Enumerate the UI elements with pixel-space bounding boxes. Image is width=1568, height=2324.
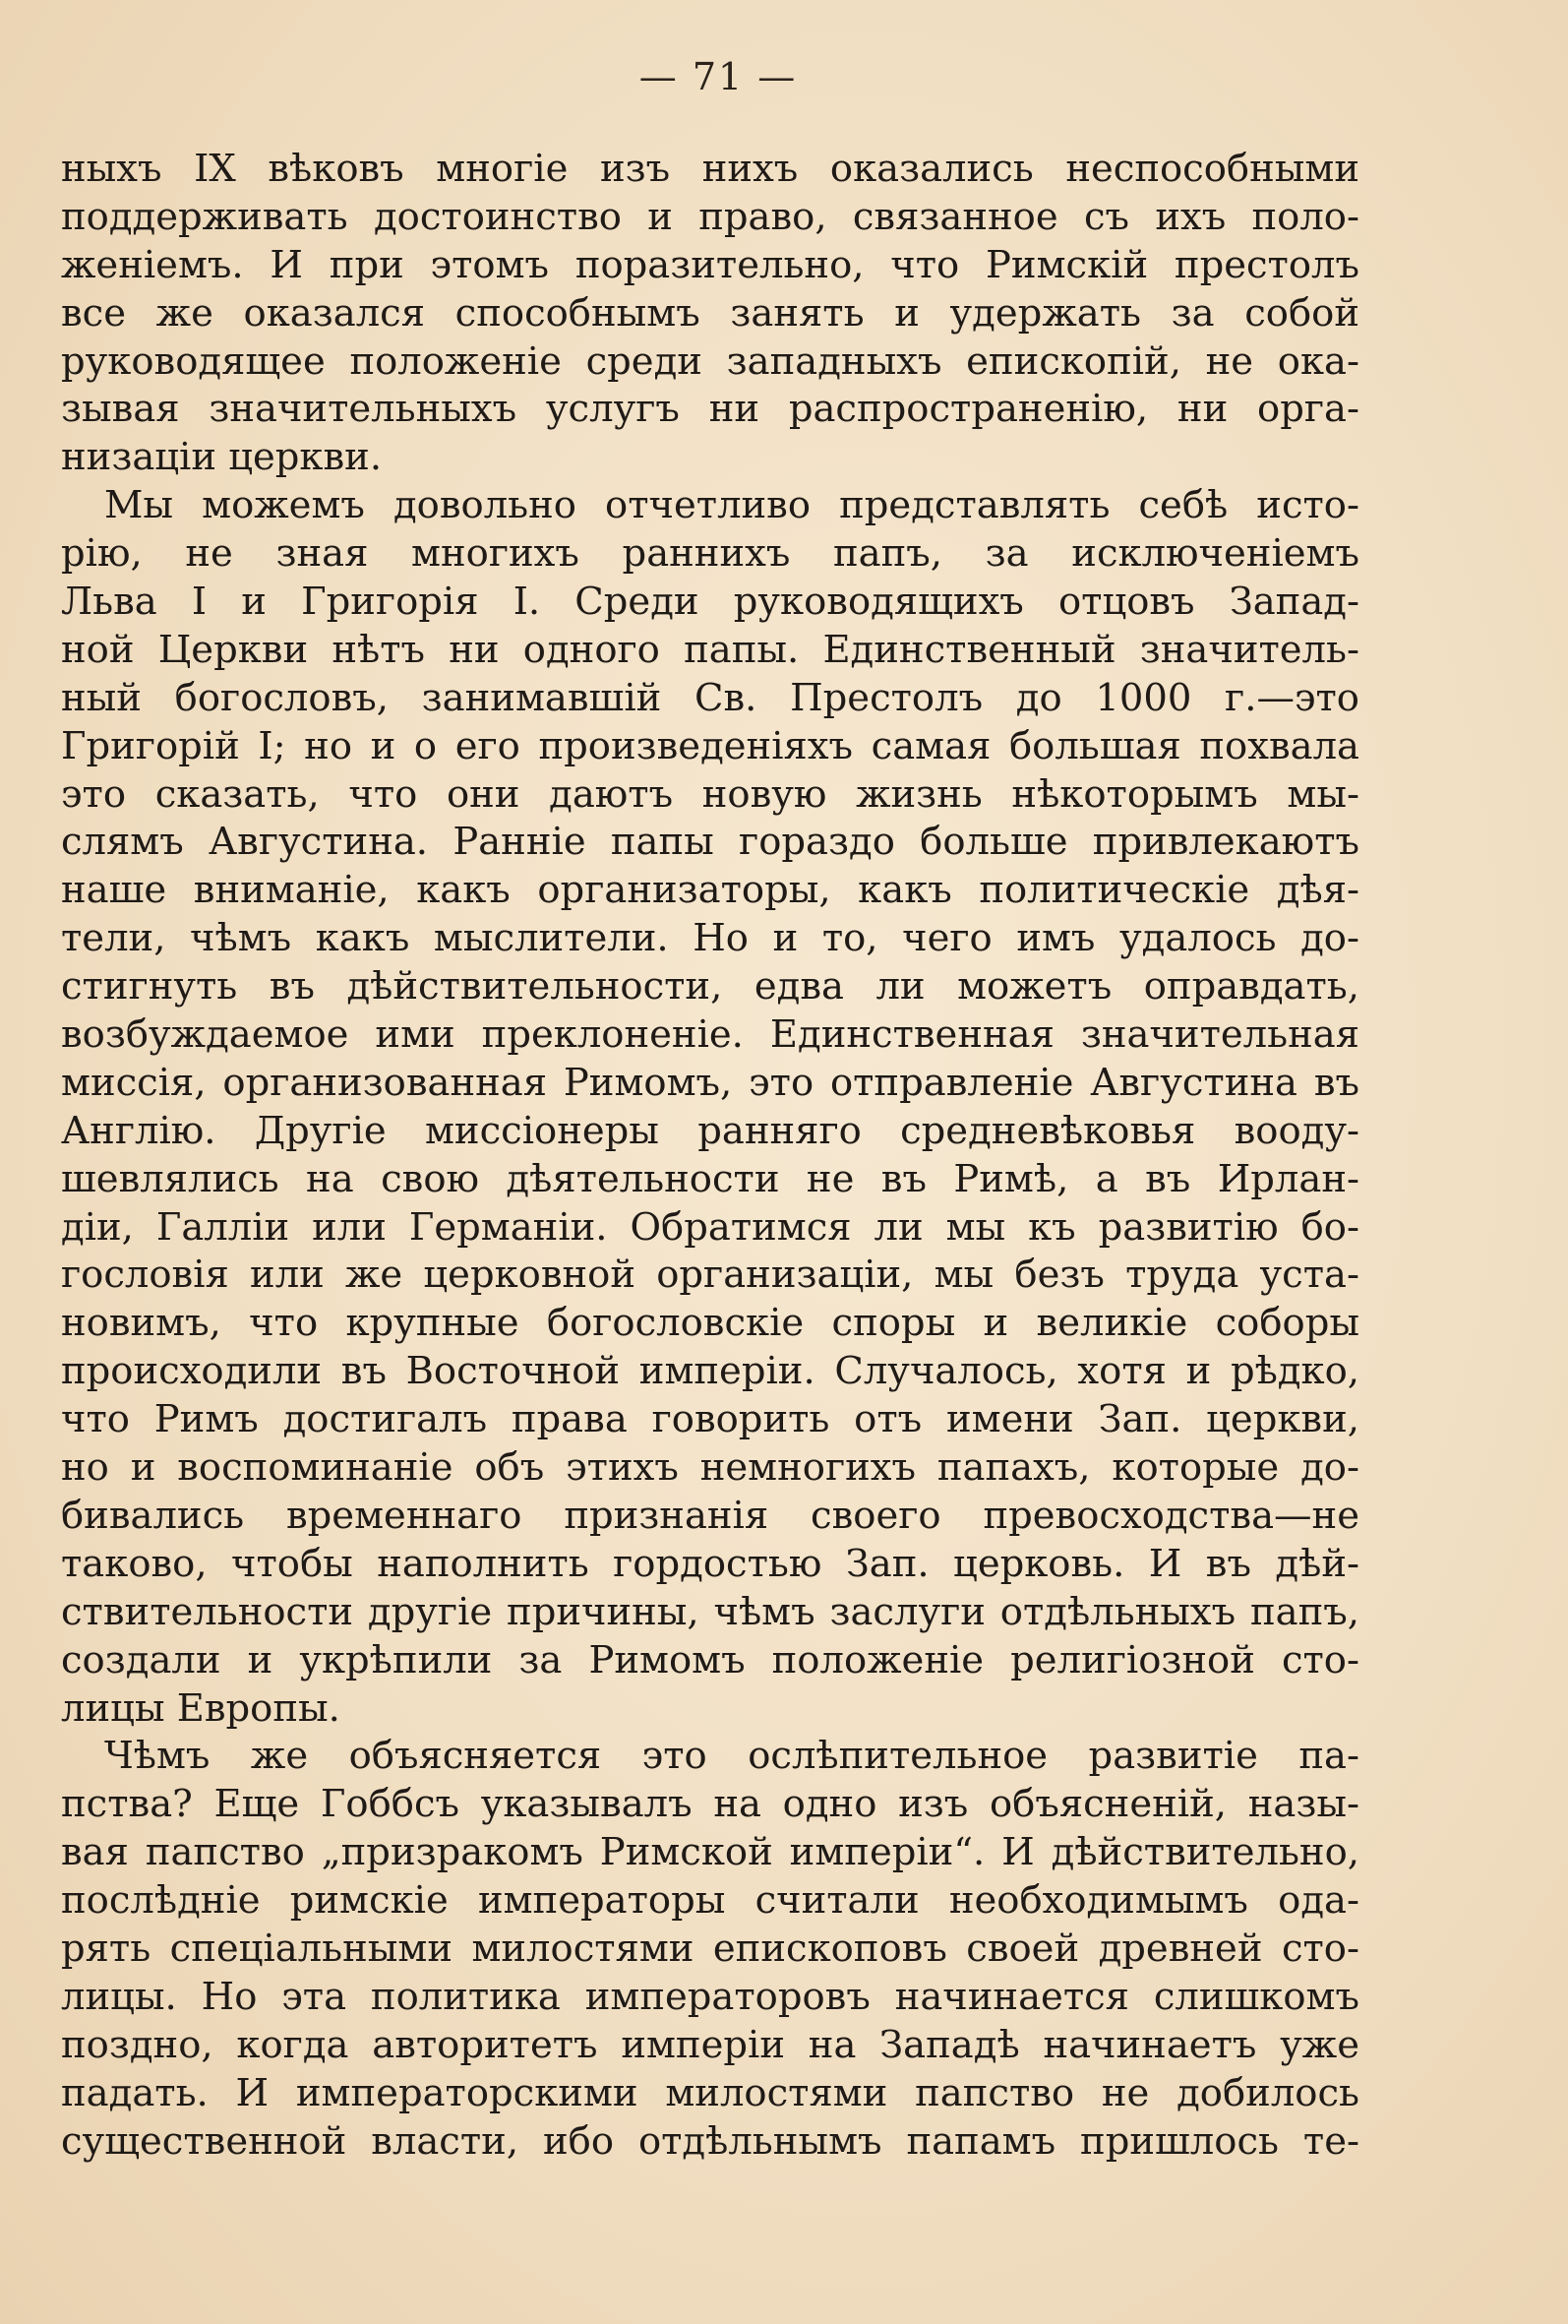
body-text <box>61 146 1359 2166</box>
text-line: рять спеціальными милостями епископовъ своей древней сто- <box>61 1926 1359 1971</box>
text-line: ныхъ IX вѣковъ многіе изъ нихъ оказались неспособными <box>61 147 1359 191</box>
text-line: создали и укрѣпили за Римомъ положеніе религіозной сто- <box>61 1637 1359 1682</box>
text-line: шевлялись на свою дѣятельности не въ Римѣ, а въ Ирлан- <box>61 1156 1359 1201</box>
text-line: таково, чтобы наполнить гордостью Зап. церковь. И въ дѣй- <box>61 1541 1359 1586</box>
text-line: поддерживать достоинство и право, связанное съ ихъ поло- <box>61 194 1359 239</box>
text-line: Григорій I; но и о его произведеніяхъ самая большая похвала <box>61 723 1359 768</box>
text-line: возбуждаемое ими преклоненіе. Единственная значительная <box>61 1012 1359 1058</box>
text-line: бивались временнаго признанія своего превосходства—не <box>61 1493 1359 1538</box>
text-line: Мы можемъ довольно отчетливо представлять себѣ исто- <box>104 483 1359 528</box>
text-line: Англію. Другіе миссіонеры ранняго средневѣковья вооду- <box>61 1108 1359 1153</box>
text-line: женіемъ. И при этомъ поразительно, что Римскій престолъ <box>61 242 1359 287</box>
text-line: ный богословъ, занимавшій Св. Престолъ до 1000 г.—это <box>61 675 1359 720</box>
text-line: слямъ Августина. Ранніе папы гораздо больше привлекаютъ <box>61 820 1359 865</box>
text-line: все же оказался способнымъ занять и удержать за собой <box>61 290 1359 336</box>
text-line: пства? Еще Гоббсъ указывалъ на одно изъ объясненій, назы- <box>61 1782 1359 1827</box>
text-line: ствительности другіе причины, чѣмъ заслуги отдѣльныхъ папъ, <box>61 1589 1359 1634</box>
text-line: діи, Галліи или Германіи. Обратимся ли мы къ развитію бо- <box>61 1204 1359 1250</box>
text-line: это сказать, что они даютъ новую жизнь нѣкоторымъ мы- <box>61 771 1359 817</box>
text-line: происходили въ Восточной имперіи. Случалось, хотя и рѣдко, <box>61 1349 1359 1394</box>
text-line: поздно, когда авторитетъ имперіи на Западѣ начинаетъ уже <box>61 2022 1359 2067</box>
text-line: стигнуть въ дѣйствительности, едва ли можетъ оправдать, <box>61 964 1359 1009</box>
text-line: миссія, организованная Римомъ, это отправленіе Августина въ <box>61 1060 1359 1105</box>
text-line: рію, не зная многихъ раннихъ папъ, за исключеніемъ <box>61 531 1359 577</box>
text-line: Чѣмъ же объясняется это ослѣпительное развитіе па- <box>104 1734 1359 1779</box>
text-line: вая папство „призракомъ Римской имперіи“. И дѣйствительно, <box>61 1830 1359 1875</box>
text-line: Льва I и Григорія I. Среди руководящихъ отцовъ Запад- <box>61 580 1359 625</box>
page-number: — 71 — <box>638 55 798 98</box>
text-line: что Римъ достигалъ права говорить отъ имени Зап. церкви, <box>61 1397 1359 1442</box>
text-line: новимъ, что крупные богословскіе споры и великіе соборы <box>61 1301 1359 1346</box>
text-line: лицы Европы. <box>61 1685 340 1731</box>
text-line: тели, чѣмъ какъ мыслители. Но и то, чего имъ удалось до- <box>61 916 1359 961</box>
text-line: наше вниманіе, какъ организаторы, какъ политическіе дѣя- <box>61 868 1359 913</box>
text-line: падать. И императорскими милостями папство не добилось <box>61 2070 1359 2115</box>
text-line: руководящее положеніе среди западныхъ епископій, не ока- <box>61 338 1359 384</box>
text-line: гословія или же церковной организаціи, мы безъ труда уста- <box>61 1253 1359 1298</box>
text-line: лицы. Но эта политика императоровъ начинается слишкомъ <box>61 1974 1359 2019</box>
text-line: низаціи церкви. <box>61 435 383 480</box>
text-line: но и воспоминаніе объ этихъ немногихъ папахъ, которые до- <box>61 1445 1359 1491</box>
text-line: существенной власти, ибо отдѣльнымъ папамъ пришлось те- <box>61 2118 1359 2164</box>
text-line: послѣдніе римскіе императоры считали необходимымъ ода- <box>61 1878 1359 1924</box>
text-line: ной Церкви нѣтъ ни одного папы. Единственный значитель- <box>61 627 1359 672</box>
text-line: зывая значительныхъ услугъ ни распространенію, ни орга- <box>61 387 1359 432</box>
